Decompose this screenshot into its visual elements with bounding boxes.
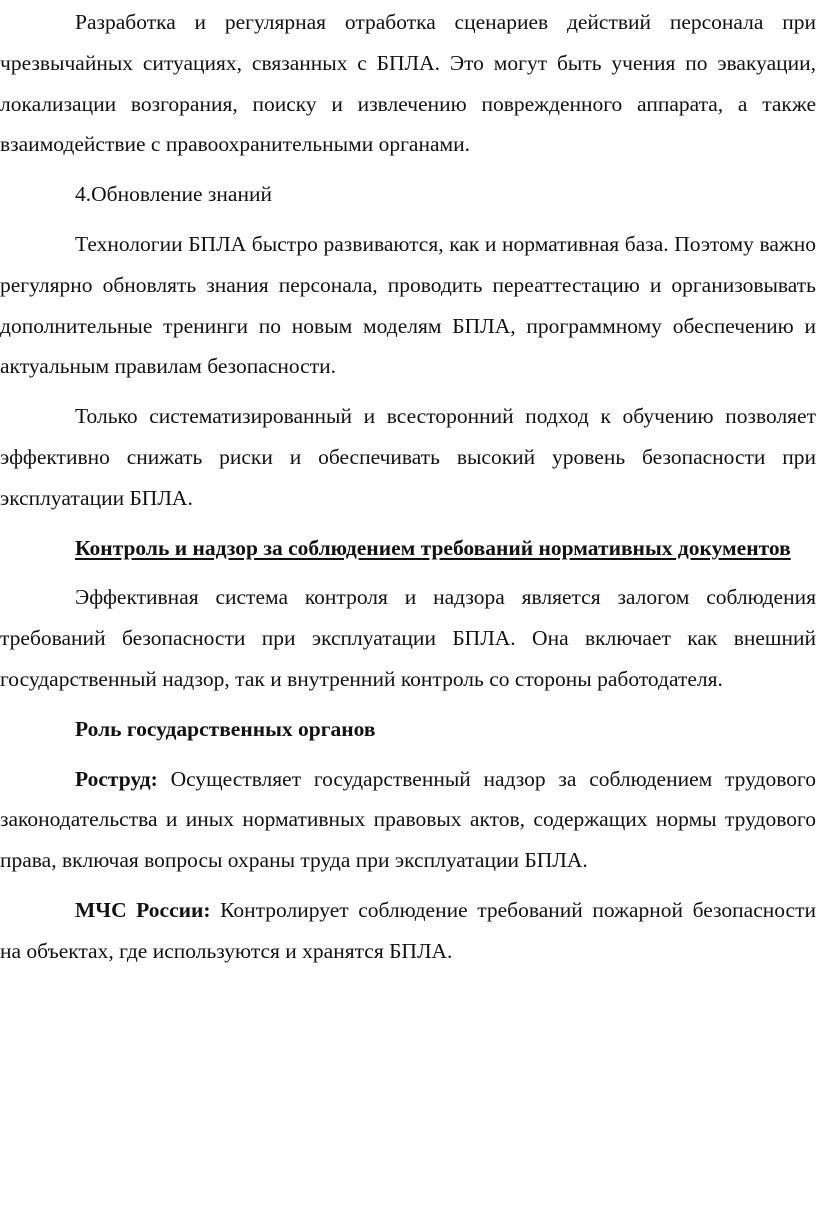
- mchs-label: МЧС России:: [75, 897, 211, 922]
- paragraph-control-system: Эффективная система контроля и надзора является залогом соблюдения требований безопасности при эксплуатации БПЛА. Она включает как внешний государственный надзор, так и внутренний контроль со стороны работодателя.: [0, 585, 816, 691]
- paragraph-technologies: Технологии БПЛА быстро развиваются, как и нормативная база. Поэтому важно регулярно обновлять знания персонала, проводить переаттестацию и организовывать дополнительные тренинги по новым моделям БПЛА, программному обеспечению и актуальным правилам безопасности.: [0, 231, 816, 379]
- document-body: [0, 2, 816, 972]
- paragraph-scenarios: Разработка и регулярная отработка сценариев действий персонала при чрезвычайных ситуациях, связанных с БПЛА. Это могут быть учения по эвакуации, локализации возгорания, поиску и извлечению поврежденного аппарата, а также взаимодействие с правоохранительными органами.: [0, 10, 816, 157]
- rostrud-label: Роструд:: [75, 766, 158, 791]
- paragraph-knowledge-update-title: 4.Обновление знаний: [75, 182, 272, 207]
- mchs-text: Контролирует соблюдение требований пожарной безопасности на объектах, где используются и хранятся БПЛА.: [0, 897, 816, 963]
- paragraph-mchs: [0, 890, 816, 972]
- heading-state-bodies-role: Роль государственных органов: [75, 716, 376, 741]
- paragraph-systematic-approach: Только систематизированный и всесторонний подход к обучению позволяет эффективно снижать риски и обеспечивать высокий уровень безопасности при эксплуатации БПЛА.: [0, 404, 816, 510]
- paragraph-rostrud: [0, 759, 816, 881]
- heading-control-and-supervision: Контроль и надзор за соблюдением требований нормативных документов: [75, 535, 791, 560]
- rostrud-text: Осуществляет государственный надзор за соблюдением трудового законодательства и иных нормативных правовых актов, содержащих нормы трудового права, включая вопросы охраны труда при эксплуатации БПЛА.: [0, 766, 816, 873]
